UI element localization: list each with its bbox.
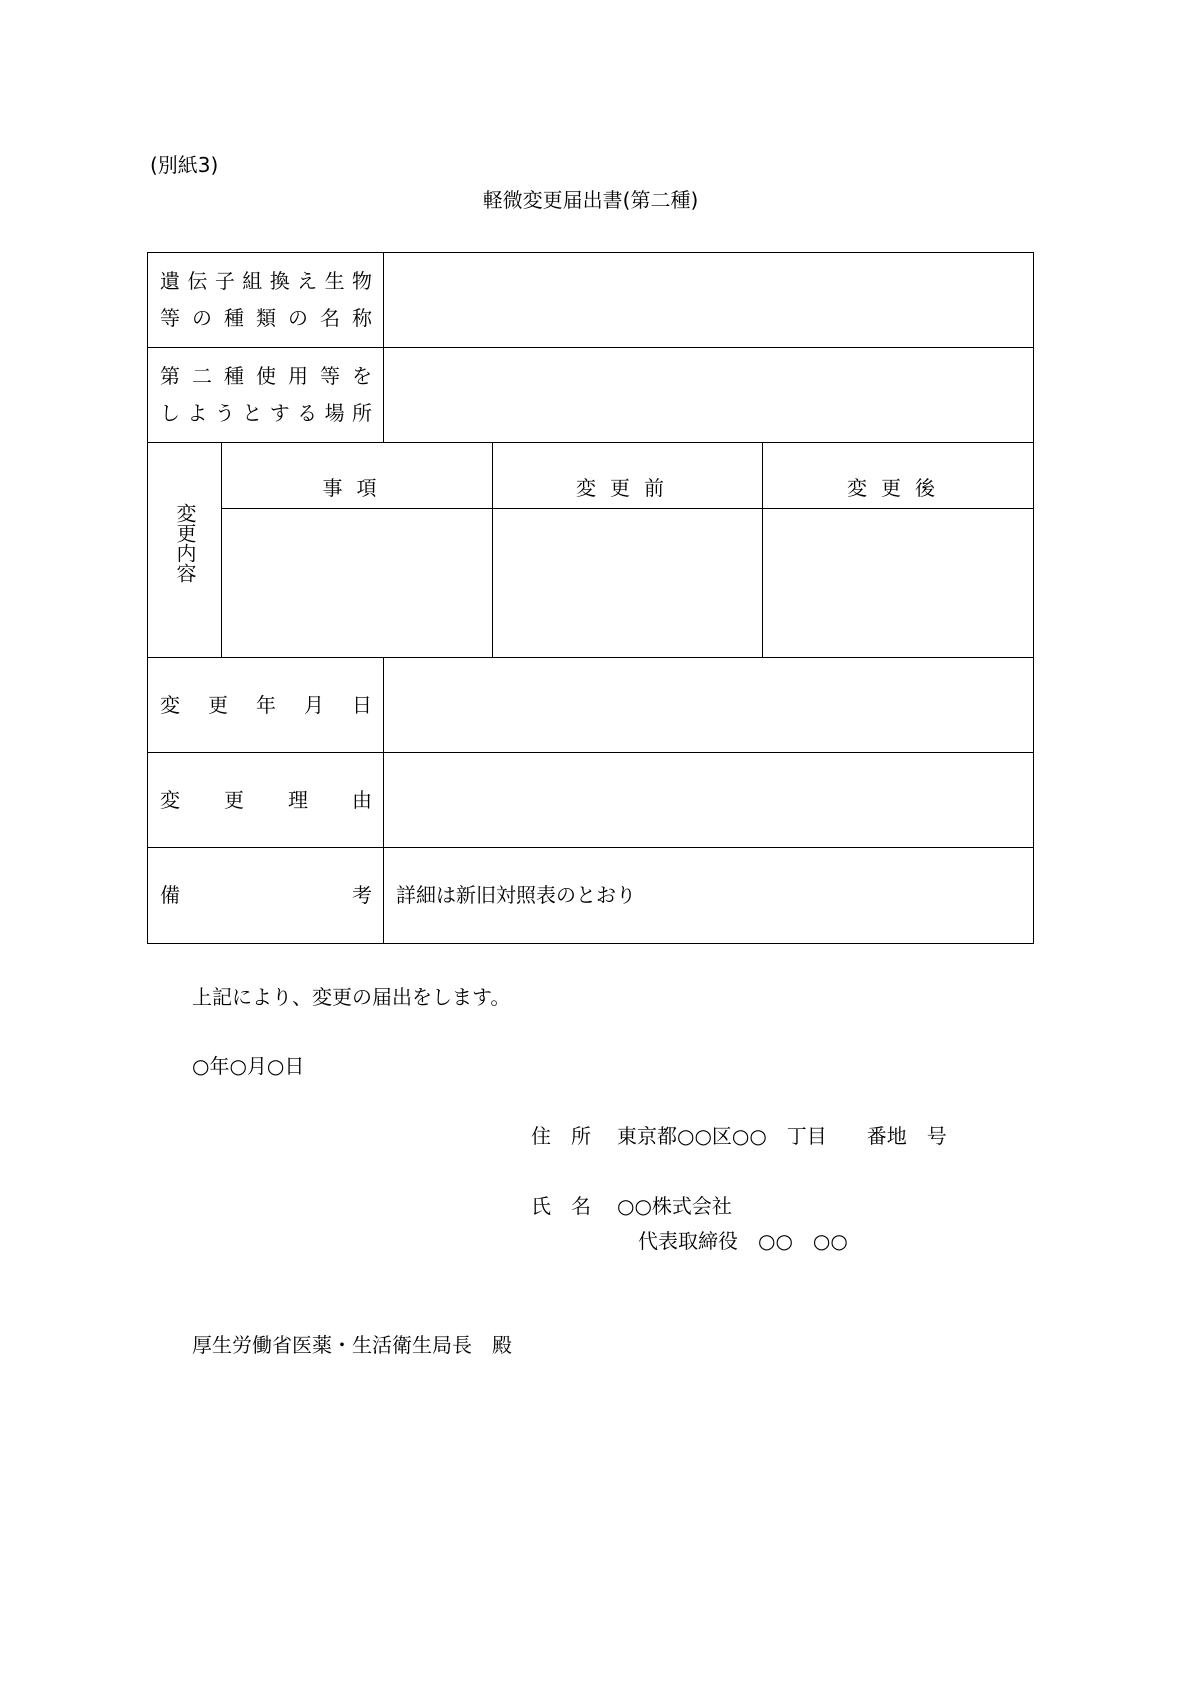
submission-date: ○年○月○日	[192, 1054, 305, 1078]
header-before: 変更前	[576, 476, 678, 500]
change-date-label: 変更年月日	[160, 693, 372, 717]
header-after: 変更後	[847, 476, 949, 500]
address-label: 住 所	[531, 1124, 591, 1148]
representative: 代表取締役 ○○ ○○	[638, 1229, 848, 1253]
place-label-line2: しようとする場所	[160, 401, 372, 425]
statement: 上記により、変更の届出をします。	[192, 985, 511, 1009]
document-title: 軽微変更届出書(第二種)	[482, 188, 699, 212]
remarks-label: 備考	[160, 883, 372, 907]
remarks-value: 詳細は新旧対照表のとおり	[396, 883, 636, 907]
addressee: 厚生労働省医薬・生活衛生局長 殿	[192, 1333, 512, 1357]
change-contents-label: 変更内容	[173, 503, 197, 583]
attachment-label: (別紙3)	[150, 153, 219, 177]
header-item: 事項	[322, 476, 391, 500]
address-value: 東京都○○区○○ 丁目 番地 号	[617, 1124, 947, 1148]
place-label-line1: 第二種使用等を	[160, 364, 372, 388]
name-label: 氏 名	[531, 1194, 591, 1218]
organism-label-line1: 遺伝子組換え生物	[160, 269, 372, 293]
change-reason-label: 変更理由	[160, 788, 372, 812]
organism-label-line2: 等の種類の名称	[160, 306, 372, 330]
company-name: ○○株式会社	[617, 1194, 732, 1218]
